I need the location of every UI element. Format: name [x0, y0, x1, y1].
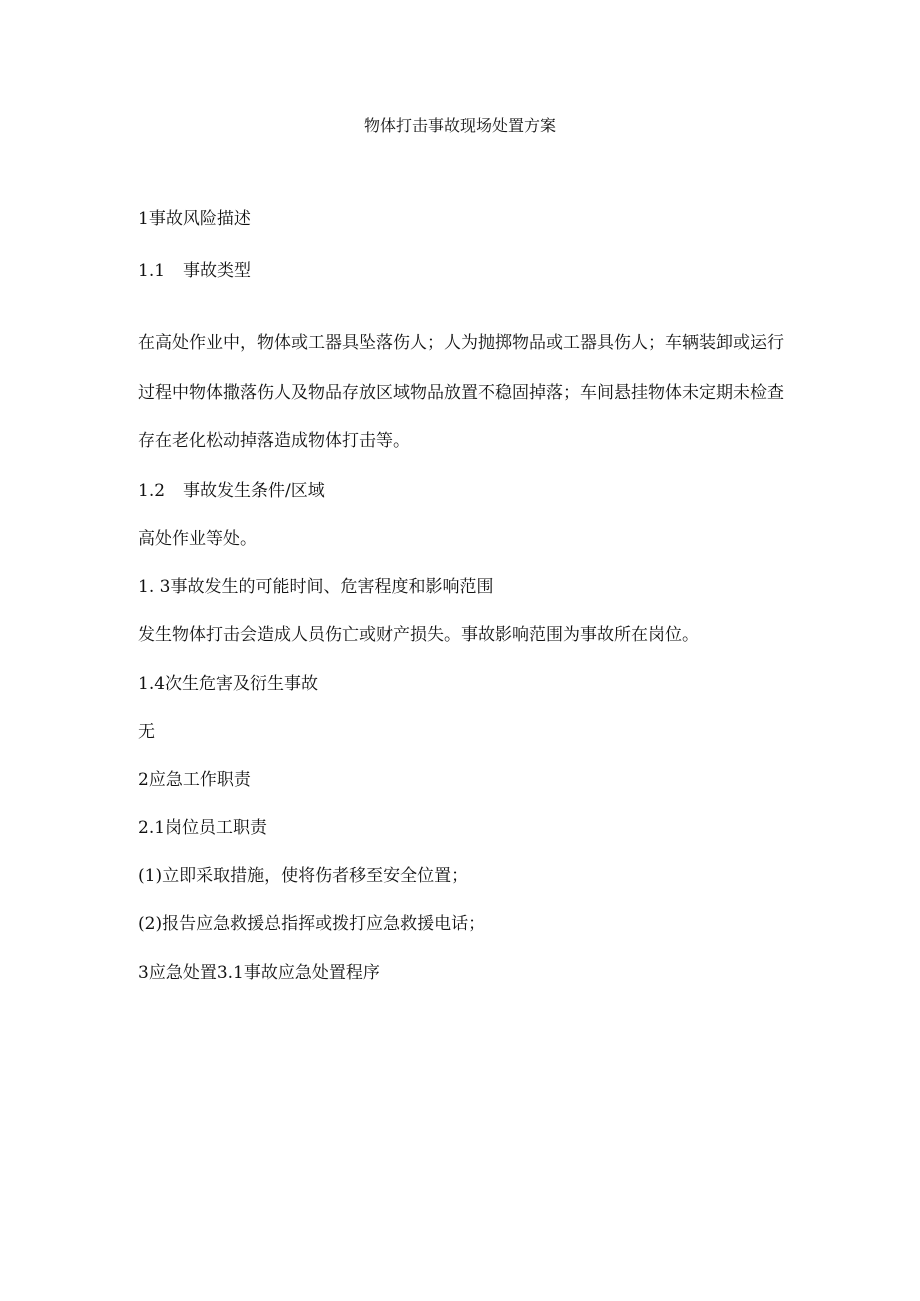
paragraph-line: 无 — [138, 722, 155, 742]
subsection-heading-1-3: 1. 3事故发生的可能时间、危害程度和影响范围 — [138, 577, 494, 597]
list-item: (2)报告应急救援总指挥或拨打应急救援电话； — [138, 914, 486, 934]
subsection-heading-1-1 — [138, 258, 251, 284]
section-heading-1: 1事故风险描述 — [138, 209, 251, 229]
paragraph-line: 在高处作业中，物体或工器具坠落伤人；人为抛掷物品或工器具伤人；车辆装卸或运行 — [138, 333, 784, 353]
subsection-heading-1-2 — [138, 478, 325, 504]
subsection-title: 事故类型 — [183, 261, 252, 281]
list-item: (1)立即采取措施，使将伤者移至安全位置； — [138, 866, 469, 886]
section-heading-3: 3应急处置3.1事故应急处置程序 — [138, 963, 380, 983]
paragraph-line: 高处作业等处。 — [138, 529, 257, 549]
document-title: 物体打击事故现场处置方案 — [363, 116, 556, 135]
paragraph-line: 发生物体打击会造成人员伤亡或财产损失。事故影响范围为事故所在岗位。 — [138, 625, 699, 645]
paragraph-line: 过程中物体撒落伤人及物品存放区域物品放置不稳固掉落；车间悬挂物体未定期未检查 — [138, 383, 784, 403]
subsection-number: 1.2 — [138, 481, 166, 501]
subsection-heading-1-4: 1.4次生危害及衍生事故 — [138, 674, 319, 694]
paragraph-line: 存在老化松动掉落造成物体打击等。 — [138, 431, 410, 451]
subsection-title: 事故发生条件/区域 — [183, 481, 325, 501]
section-heading-2: 2应急工作职责 — [138, 770, 251, 790]
subsection-heading-2-1: 2.1岗位员工职责 — [138, 818, 268, 838]
subsection-number: 1.1 — [138, 261, 166, 281]
